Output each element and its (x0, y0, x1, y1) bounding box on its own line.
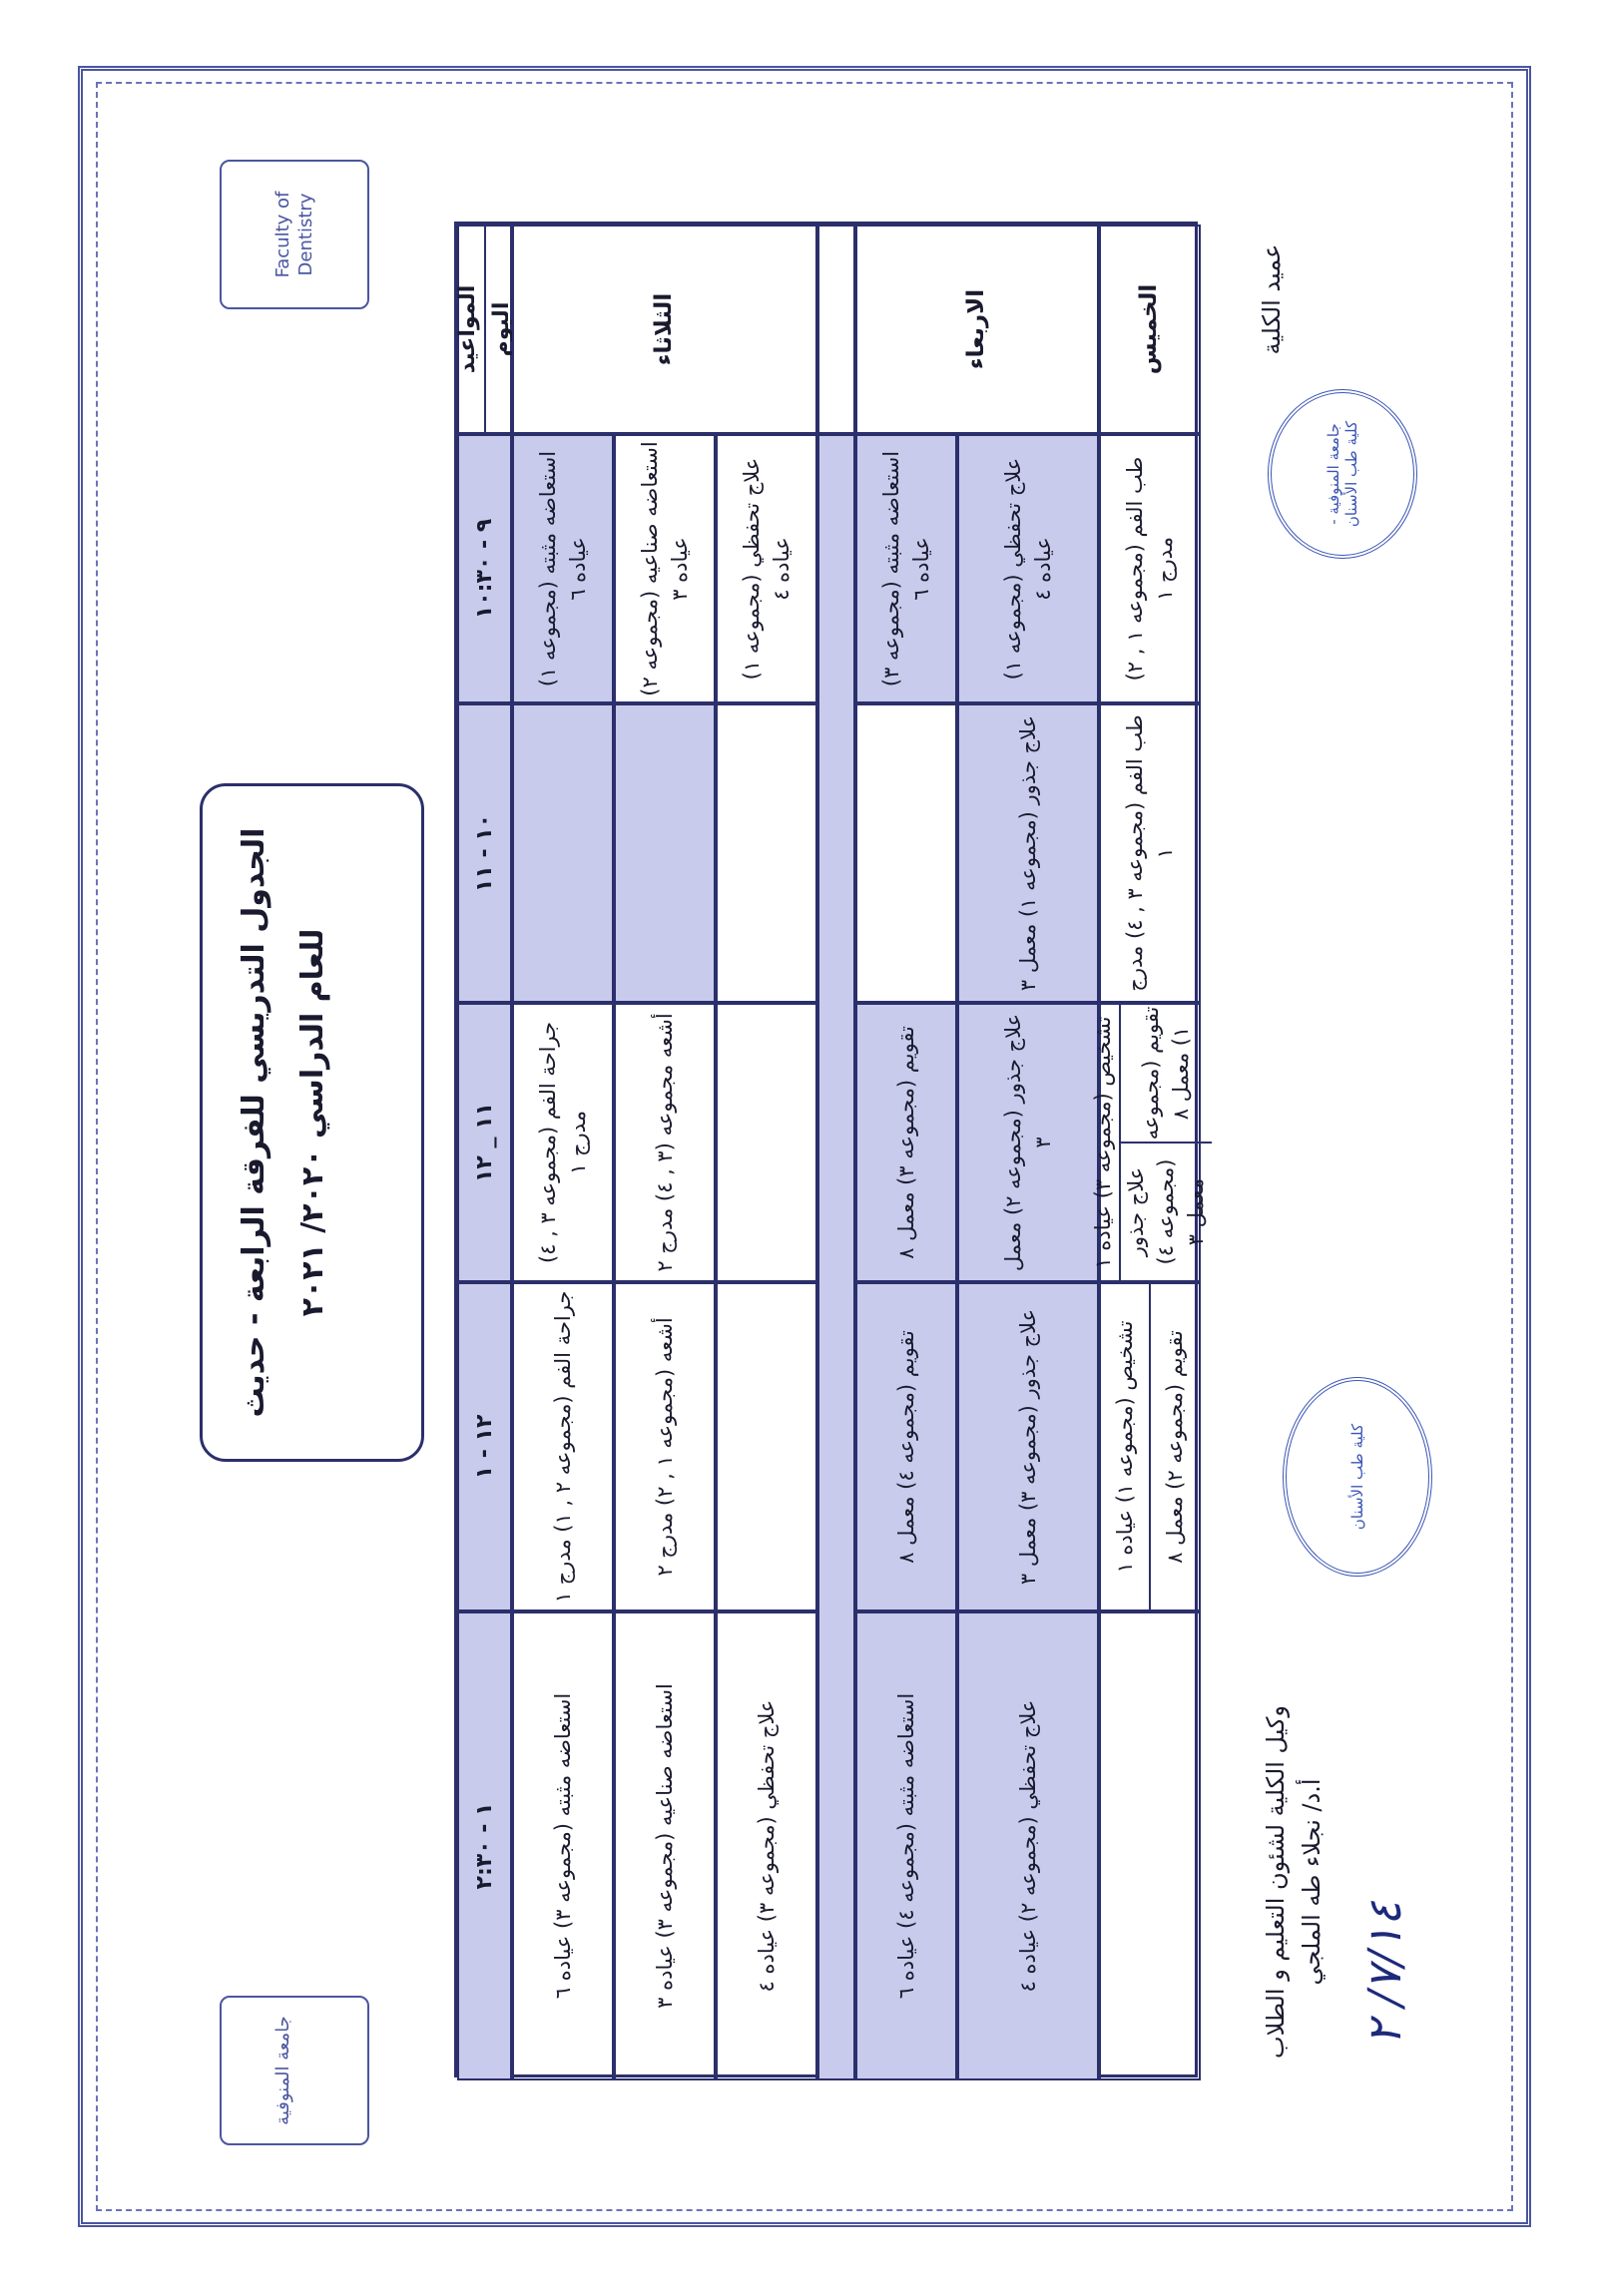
thu-c4-top: تشخيص (مجموعه ١) عياده ١ (1101, 1284, 1151, 1609)
thu-c2: طب الفم (مجموعه ٣ , ٤) مدرج ١ (1099, 703, 1201, 1003)
academic-year: للعام الدراسي ٢٠٢٠/ ٢٠٢١ (295, 928, 330, 1317)
day-label: اليوم (488, 301, 514, 357)
schedule-table (454, 222, 1209, 2077)
corner-header (454, 225, 514, 434)
dean-title: عميد الكلية (1258, 243, 1286, 355)
day-wednesday: الاربعاء (855, 225, 1099, 434)
time-header-3: ١١ _ ١٢ (457, 1003, 512, 1282)
tue-r1-c1: استعاضه مثبته (مجموعه ١) عياده ٦ (512, 434, 614, 703)
vice-dean-title: وكيل الكلية لشئون التعليم و الطلاب (1262, 1705, 1290, 2059)
tue-r2-c2 (614, 703, 716, 1003)
round-stamp-text: كلية طب الأسنان (1348, 1423, 1366, 1531)
thu-c4-bottom: تقويم (مجموعه ٢) معمل ٨ (1162, 1330, 1187, 1564)
handwritten-date: ٧/١٤/ ٢ (1357, 1901, 1411, 2046)
tue-r3-c5: علاج تحفظي (مجموعه ٣) عياده ٤ (716, 1611, 817, 2080)
seal-stamp-text: جامعة المنوفية - كلية طب الأسنان (1325, 420, 1360, 528)
day-tuesday: الثلاثاء (512, 225, 817, 434)
seal-stamp (1268, 389, 1417, 559)
dean-signature (1258, 170, 1286, 429)
tue-r3-c2 (716, 703, 817, 1003)
day-thursday: الخميس (1099, 225, 1201, 434)
separator-day-cell (817, 225, 855, 434)
tue-r3-c1: علاج تحفظي (مجموعه ١) عياده ٤ (716, 434, 817, 703)
vice-dean-name: أ.د/ نجلاء طه الملجي (1298, 1778, 1326, 1986)
faculty-logo-text: Faculty of Dentistry (272, 191, 317, 278)
tue-r1-c2 (512, 703, 614, 1003)
time-header-4: ١٢ - ١ (457, 1282, 512, 1611)
thu-c1: طب الفم (مجموعه ١ , ٢) مدرج ١ (1099, 434, 1201, 703)
thu-c3 (1091, 1003, 1209, 1282)
wed-r2-c5: علاج تحفظي (مجموعه ٢) عياده ٤ (957, 1611, 1099, 2080)
tue-r3-c4 (716, 1282, 817, 1611)
thu-c5 (1099, 1611, 1201, 2080)
tue-r2-c1: استعاضه صناعيه (مجموعه ٢) عياده ٣ (614, 434, 716, 703)
university-logo-text: جامعة المنوفية (272, 2016, 293, 2125)
thu-c4 (1099, 1282, 1201, 1611)
separator-band (817, 434, 855, 2080)
tue-r2-c5: استعاضه صناعيه (مجموعه ٣) عياده ٣ (614, 1611, 716, 2080)
vice-dean-signature (1258, 1622, 1330, 2141)
university-logo (220, 1996, 369, 2145)
thu-c3-bottom (1121, 1005, 1212, 1280)
time-header-5: ١ - ٢:٣٠ (457, 1611, 512, 2080)
wed-r1-c2 (855, 703, 957, 1003)
wed-r1-c1: استعاضه مثبته (مجموعه ٣) عياده ٦ (855, 434, 957, 703)
wed-r2-c4: علاج جذور (مجموعه ٣) معمل ٣ (957, 1282, 1099, 1611)
tue-r1-c3: جراحة الفم (مجموعه ٣ , ٤) مدرج ١ (512, 1003, 614, 1282)
page-title: الجدول التدريسي للفرقة الرابعة - حديث (237, 827, 271, 1418)
tue-r2-c4: أشعه (مجموعه ١ , ٢) مدرج ٢ (614, 1282, 716, 1611)
wed-r1-c3: تقويم (مجموعه ٣) معمل ٨ (855, 1003, 957, 1282)
tue-r3-c3 (716, 1003, 817, 1282)
faculty-logo (220, 160, 369, 309)
title-box (200, 783, 424, 1462)
tue-r2-c3: أشعه مجموعه (٣ , ٤) مدرج ٢ (614, 1003, 716, 1282)
schedule-sheet (150, 130, 1447, 2165)
tue-r1-c4: جراحة الفم (مجموعه ٢ , ١) مدرج ١ (512, 1282, 614, 1611)
time-header-2: ١٠ - ١١ (457, 703, 512, 1003)
tue-r1-c5: استعاضه مثبته (مجموعه ٣) عياده ٦ (512, 1611, 614, 2080)
time-header-1: ٩ - ١٠:٣٠ (457, 434, 512, 703)
wed-r1-c4: تقويم (مجموعه ٤) معمل ٨ (855, 1282, 957, 1611)
times-label: المواعيد (452, 227, 486, 432)
thu-c3-bottom-b: علاج جذور (مجموعه ٤) معمل ٣ (1123, 1158, 1209, 1265)
wed-r1-c5: استعاضه مثبته (مجموعه ٤) عياده ٦ (855, 1611, 957, 2080)
wed-r2-c3: علاج جذور (مجموعه ٢) معمل ٣ (957, 1003, 1099, 1282)
thu-c3-bottom-a: تقويم (مجموعه ١) معمل ٨ (1121, 1005, 1212, 1144)
round-stamp (1283, 1377, 1432, 1577)
wed-r2-c1: علاج تحفظي (مجموعه ١) عياده ٤ (957, 434, 1099, 703)
thu-c3-top: تشخيص (مجموعه ٣) عياده ١ (1088, 1005, 1120, 1280)
wed-r2-c2: علاج جذور (مجموعه ١) معمل ٣ (957, 703, 1099, 1003)
